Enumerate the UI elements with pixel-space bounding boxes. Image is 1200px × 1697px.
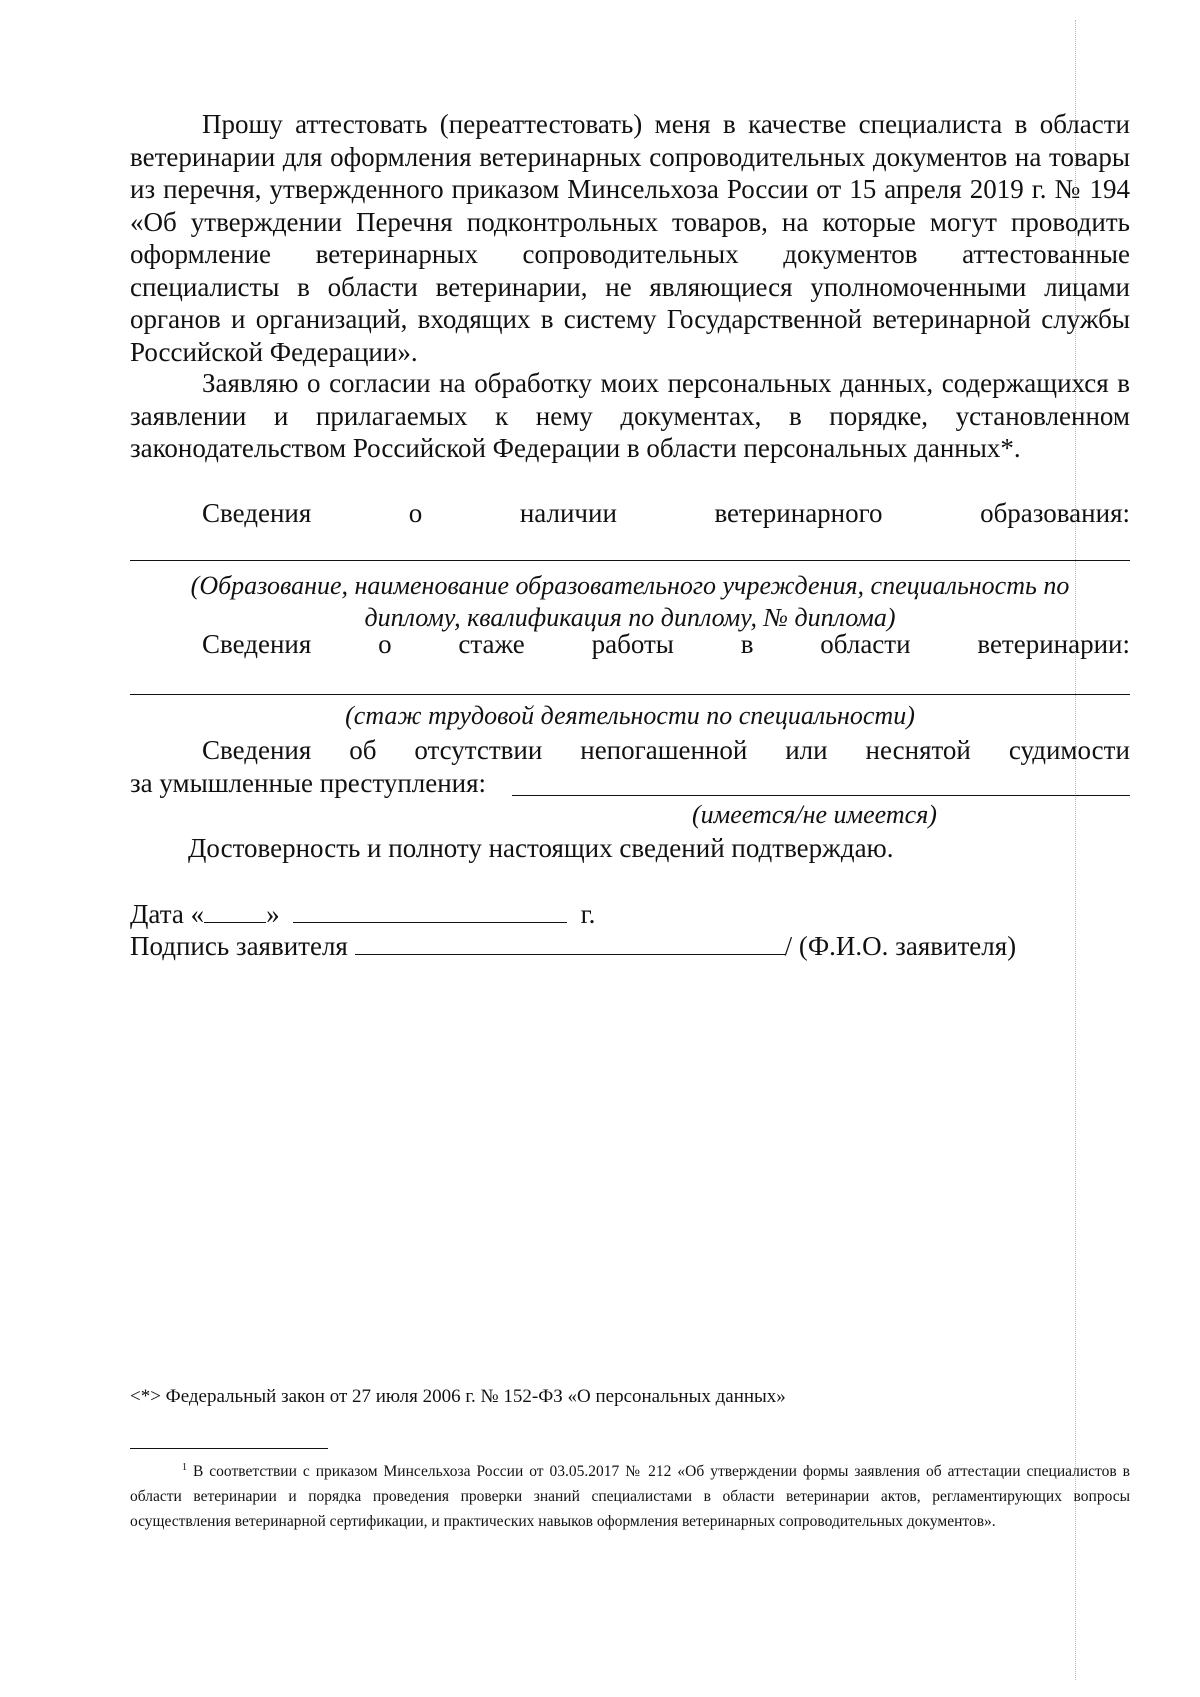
criminal-label: за умышленные преступления: (130, 768, 487, 798)
date-mid: » (266, 899, 280, 929)
word: наличии (519, 498, 617, 528)
education-fill-line[interactable] (130, 560, 1130, 561)
experience-fill-line[interactable] (130, 694, 1130, 695)
footnote-separator (130, 1448, 328, 1449)
experience-caption: (стаж трудовой деятельности по специальности) (345, 701, 915, 730)
word: об (349, 735, 377, 765)
signature-label: Подпись заявителя (130, 931, 348, 961)
word: ветеринарного (714, 498, 883, 528)
education-heading (130, 497, 1130, 530)
signature-suffix: / (Ф.И.О. заявителя) (784, 931, 1017, 961)
criminal-fill-line[interactable] (512, 795, 1130, 796)
education-caption-line2: диплому, квалификация по диплому, № диплома) (364, 603, 896, 632)
word: или (785, 735, 828, 765)
word: образования: (980, 498, 1130, 528)
word: области (820, 629, 911, 659)
education-caption-line1: (Образование, наименование образовательного учреждения, специальность по (190, 571, 1070, 600)
word: работы (591, 629, 674, 659)
word: Сведения (202, 629, 312, 659)
date-prefix: Дата « (130, 899, 205, 929)
date-line (130, 898, 595, 930)
experience-heading (130, 628, 1130, 661)
word: о (378, 629, 392, 659)
asterisk-note: <*> Федеральный закон от 27 июля 2006 г. № 152-ФЗ «О персональных данных» (130, 1386, 786, 1407)
word: отсутствии (414, 735, 543, 765)
confirmation-text: Достоверность и полноту настоящих сведений подтверждаю. (188, 833, 894, 863)
signature-line (130, 930, 1016, 962)
word: непогашенной (580, 735, 748, 765)
word: ветеринарии: (977, 629, 1130, 659)
date-month-year-field[interactable] (293, 898, 567, 923)
word: Сведения (202, 735, 312, 765)
word: в (740, 629, 754, 659)
footnote-text: В соответствии с приказом Минсельхоза России от 03.05.2017 № 212 «Об утверждении формы заявления об аттестации специалистов в области ветеринарии и порядка проведения проверки знаний специалистами в области ветеринарии актов, регламентирующих вопросы осуществления ветеринарной сертификации, и практических навыков оформления ветеринарных сопроводительных документов». (130, 1463, 1130, 1531)
signature-field[interactable] (355, 930, 785, 955)
word: неснятой (865, 735, 971, 765)
date-day-field[interactable] (204, 898, 266, 923)
footnote (130, 1455, 1130, 1534)
word: о (408, 498, 423, 528)
word: Сведения (202, 498, 312, 528)
consent-paragraph: Заявляю о согласии на обработку моих персональных данных, содержащихся в заявлении и прилагаемых к нему документах, в порядке, установленном законодательством Российской Федерации в области персональных данных*. (130, 368, 1130, 463)
criminal-heading (130, 734, 1130, 767)
word: судимости (1008, 735, 1130, 765)
request-paragraph: Прошу аттестовать (переаттестовать) меня в качестве специалиста в области ветеринарии для оформления ветеринарных сопроводительных документов на товары из перечня, утвержденного приказом Минсельхоза России от 15 апреля 2019 г. № 194 «Об утверждении Перечня подконтрольных товаров, на которые могут проводить оформление ветеринарных сопроводительных документов аттестованные специалисты в области ветеринарии, не являющиеся уполномоченными лицами органов и организаций, входящих в систему Государственной ветеринарной службы Российской Федерации». (130, 109, 1130, 367)
footnote-marker: 1 (182, 1462, 187, 1473)
criminal-caption: (имеется/не имеется) (692, 800, 937, 829)
word: стаже (458, 629, 525, 659)
date-suffix: г. (580, 899, 596, 929)
